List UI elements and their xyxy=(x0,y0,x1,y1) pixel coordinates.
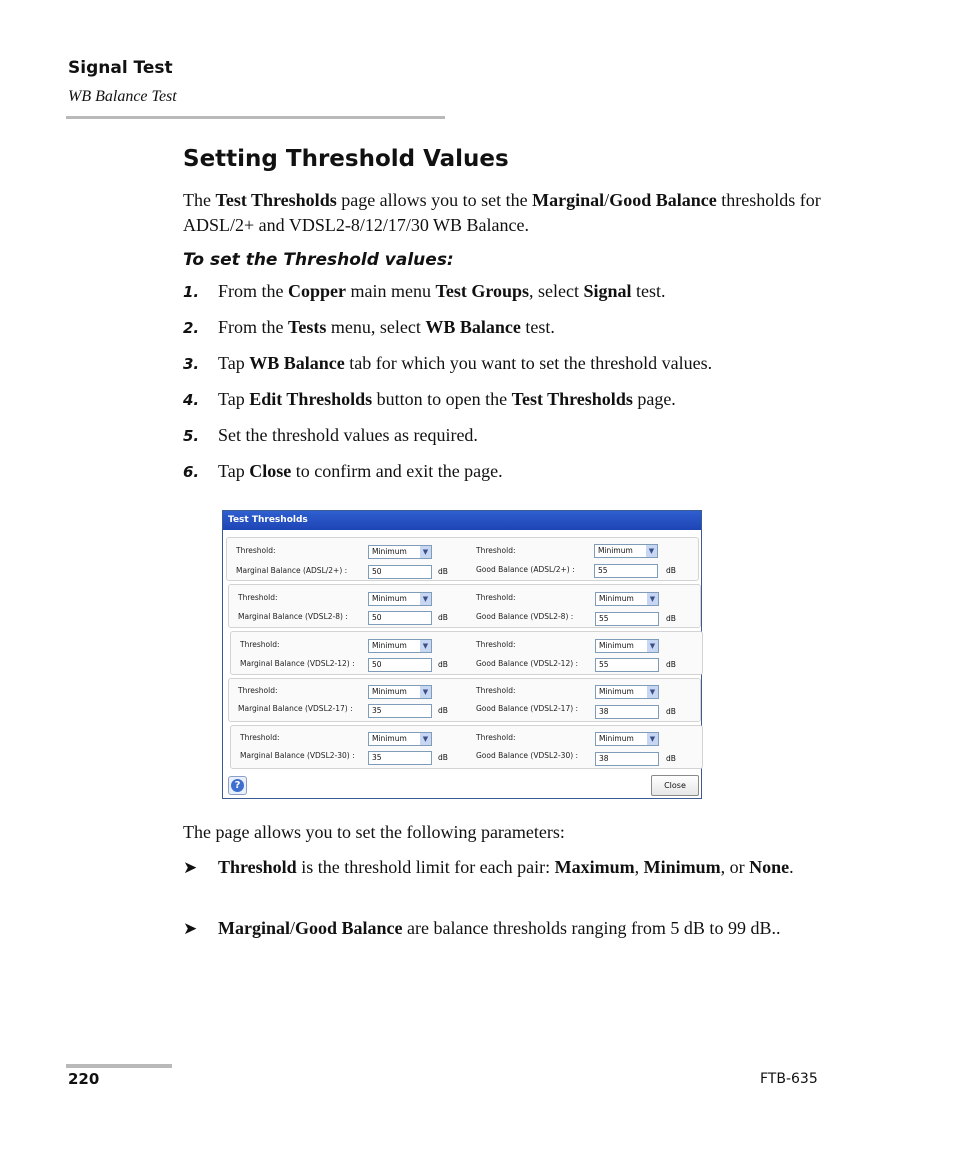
footer-rule xyxy=(66,1064,172,1068)
marginal-balance-input[interactable]: 50 xyxy=(368,658,432,672)
threshold-group-vdsl2-30 xyxy=(230,725,703,769)
marginal-balance-input[interactable]: 35 xyxy=(368,704,432,718)
step-text: From the Tests menu, select WB Balance test. xyxy=(218,317,555,337)
unit-label: dB xyxy=(438,753,448,762)
marginal-threshold-select[interactable]: Minimum ▼ xyxy=(368,685,432,699)
marginal-balance-input[interactable]: 50 xyxy=(368,565,432,579)
good-balance-label: Good Balance (ADSL/2+) : xyxy=(476,565,575,574)
step-number: 1. xyxy=(183,283,200,301)
chevron-down-icon: ▼ xyxy=(420,546,431,558)
good-balance-input[interactable]: 55 xyxy=(595,612,659,626)
good-threshold-select[interactable]: Minimum ▼ xyxy=(594,544,658,558)
help-button[interactable] xyxy=(228,776,247,795)
good-balance-label: Good Balance (VDSL2-30) : xyxy=(476,751,579,760)
threshold-label: Threshold: xyxy=(476,640,516,649)
chevron-down-icon: ▼ xyxy=(647,733,658,745)
unit-label: dB xyxy=(438,613,448,622)
chevron-down-icon: ▼ xyxy=(420,686,431,698)
threshold-group-vdsl2-8 xyxy=(228,584,701,628)
unit-label: dB xyxy=(438,660,448,669)
chevron-down-icon: ▼ xyxy=(646,545,657,557)
unit-label: dB xyxy=(666,754,676,763)
unit-label: dB xyxy=(666,614,676,623)
good-threshold-select[interactable]: Minimum ▼ xyxy=(595,639,659,653)
dialog-titlebar xyxy=(223,511,701,530)
threshold-label: Threshold: xyxy=(476,546,516,555)
page-number: 220 xyxy=(68,1070,100,1088)
parameters-intro: The page allows you to set the following parameters: xyxy=(183,822,565,842)
unit-label: dB xyxy=(666,707,676,716)
step-number: 5. xyxy=(183,427,200,445)
step-text: Set the threshold values as required. xyxy=(218,425,478,445)
chevron-down-icon: ▼ xyxy=(420,640,431,652)
close-button[interactable]: Close xyxy=(651,775,699,796)
threshold-label: Threshold: xyxy=(240,640,280,649)
marginal-balance-input[interactable]: 35 xyxy=(368,751,432,765)
threshold-label: Threshold: xyxy=(238,686,278,695)
unit-label: dB xyxy=(438,706,448,715)
marginal-threshold-select[interactable]: Minimum ▼ xyxy=(368,545,432,559)
good-balance-label: Good Balance (VDSL2-12) : xyxy=(476,659,579,668)
marginal-balance-label: Marginal Balance (VDSL2-12) : xyxy=(240,659,355,668)
chevron-down-icon: ▼ xyxy=(647,593,658,605)
good-balance-input[interactable]: 38 xyxy=(595,705,659,719)
threshold-group-vdsl2-12 xyxy=(230,631,703,675)
step-number: 4. xyxy=(183,391,200,409)
threshold-group-adsl2 xyxy=(226,537,699,581)
chevron-down-icon: ▼ xyxy=(647,686,658,698)
step-text: Tap WB Balance tab for which you want to set the threshold values. xyxy=(218,353,713,373)
threshold-label: Threshold: xyxy=(476,593,516,602)
marginal-threshold-select[interactable]: Minimum ▼ xyxy=(368,639,432,653)
unit-label: dB xyxy=(666,660,676,669)
test-thresholds-dialog xyxy=(222,510,702,799)
threshold-group-vdsl2-17 xyxy=(228,678,701,722)
chevron-down-icon: ▼ xyxy=(647,640,658,652)
threshold-label: Threshold: xyxy=(236,546,276,555)
procedure-heading: To set the Threshold values: xyxy=(183,250,454,270)
good-threshold-select[interactable]: Minimum ▼ xyxy=(595,732,659,746)
step-text: From the Copper main menu Test Groups, select Signal test. xyxy=(218,281,666,301)
good-balance-input[interactable]: 38 xyxy=(595,752,659,766)
intro-paragraph: The Test Thresholds page allows you to set the Marginal/Good Balance thresholds for ADSL/2+ and VDSL2-8/12/17/30 WB Balance. xyxy=(183,190,821,235)
marginal-balance-label: Marginal Balance (VDSL2-17) : xyxy=(238,704,353,713)
step-text: Tap Close to confirm and exit the page. xyxy=(218,461,503,481)
header-rule xyxy=(66,116,445,119)
page-title: Setting Threshold Values xyxy=(183,146,509,172)
marginal-threshold-select[interactable]: Minimum ▼ xyxy=(368,732,432,746)
bullet-arrow-icon: ➤ xyxy=(183,919,198,938)
bullet-arrow-icon: ➤ xyxy=(183,858,198,877)
good-balance-input[interactable]: 55 xyxy=(594,564,658,578)
step-number: 6. xyxy=(183,463,200,481)
marginal-threshold-select[interactable]: Minimum ▼ xyxy=(368,592,432,606)
good-balance-input[interactable]: 55 xyxy=(595,658,659,672)
threshold-label: Threshold: xyxy=(238,593,278,602)
bullet-text: Threshold is the threshold limit for each pair: Maximum, Minimum, or None. xyxy=(218,857,794,877)
marginal-balance-label: Marginal Balance (ADSL/2+) : xyxy=(236,566,348,575)
step-number: 3. xyxy=(183,355,200,373)
marginal-balance-label: Marginal Balance (VDSL2-30) : xyxy=(240,751,355,760)
step-number: 2. xyxy=(183,319,200,337)
threshold-label: Threshold: xyxy=(476,686,516,695)
running-header-section: WB Balance Test xyxy=(68,88,177,105)
product-name: FTB-635 xyxy=(760,1071,818,1087)
unit-label: dB xyxy=(438,567,448,576)
good-balance-label: Good Balance (VDSL2-17) : xyxy=(476,704,579,713)
help-icon: ? xyxy=(231,779,244,792)
threshold-label: Threshold: xyxy=(240,733,280,742)
good-balance-label: Good Balance (VDSL2-8) : xyxy=(476,612,574,621)
threshold-label: Threshold: xyxy=(476,733,516,742)
step-text: Tap Edit Thresholds button to open the Test Thresholds page. xyxy=(218,389,676,409)
chevron-down-icon: ▼ xyxy=(420,593,431,605)
running-header-chapter: Signal Test xyxy=(68,58,173,78)
dialog-title: Test Thresholds xyxy=(228,515,308,525)
marginal-balance-label: Marginal Balance (VDSL2-8) : xyxy=(238,612,348,621)
bullet-text: Marginal/Good Balance are balance thresholds ranging from 5 dB to 99 dB.. xyxy=(218,918,781,938)
good-threshold-select[interactable]: Minimum ▼ xyxy=(595,592,659,606)
chevron-down-icon: ▼ xyxy=(420,733,431,745)
unit-label: dB xyxy=(666,566,676,575)
good-threshold-select[interactable]: Minimum ▼ xyxy=(595,685,659,699)
marginal-balance-input[interactable]: 50 xyxy=(368,611,432,625)
